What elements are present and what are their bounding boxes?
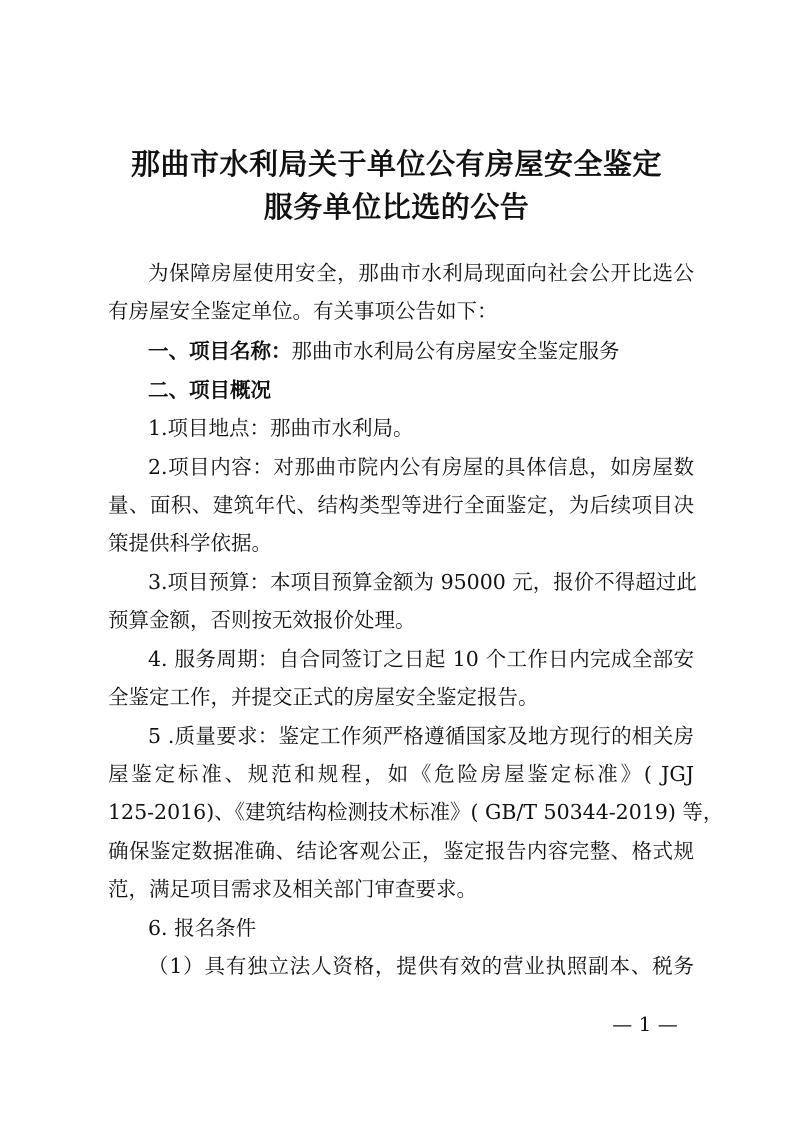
document-title-line-2: 服务单位比选的公告 — [263, 190, 530, 224]
item-2-line-2: 量、面积、建筑年代、结构类型等进行全面鉴定，为后续项目决 — [108, 493, 694, 517]
item-6-heading: 6. 报名条件 — [148, 916, 257, 940]
page-number: — 1 — — [612, 1012, 678, 1036]
item-2-line-1: 2.项目内容：对那曲市院内公有房屋的具体信息，如房屋数 — [148, 455, 694, 479]
item-3-line-1: 3.项目预算：本项目预算金额为 95000 元，报价不得超过此 — [148, 570, 697, 594]
section-1-value: 那曲市水利局公有房屋安全鉴定服务 — [291, 339, 620, 363]
intro-paragraph-line-1: 为保障房屋使用安全，那曲市水利局现面向社会公开比选公 — [148, 261, 694, 285]
section-2-heading: 二、项目概况 — [148, 378, 271, 402]
item-3-line-2: 预算金额，否则按无效报价处理。 — [108, 608, 416, 632]
item-4-line-1: 4. 服务周期：自合同签订之日起 10 个工作日内完成全部安 — [148, 647, 694, 671]
item-5-line-4: 确保鉴定数据准确、结论客观公正，鉴定报告内容完整、格式规 — [108, 839, 694, 863]
item-5-line-3: 125-2016)、《建筑结构检测技术标准》( GB/T 50344-2019) 等， — [108, 800, 724, 824]
item-1-location: 1.项目地点：那曲市水利局。 — [148, 416, 414, 440]
section-1-heading: 一、项目名称： — [148, 339, 292, 363]
item-2-line-3: 策提供科学依据。 — [108, 531, 272, 555]
item-5-line-1: 5 .质量要求：鉴定工作须严格遵循国家及地方现行的相关房 — [148, 724, 694, 748]
section-1-line — [148, 337, 694, 365]
item-4-line-2: 全鉴定工作，并提交正式的房屋安全鉴定报告。 — [108, 685, 539, 709]
document-title-line-1: 那曲市水利局关于单位公有房屋安全鉴定 — [130, 147, 662, 181]
item-6-condition-1: （1）具有独立法人资格，提供有效的营业执照副本、税务 — [148, 954, 694, 978]
item-5-line-2: 屋鉴定标准、规范和规程，如《危险房屋鉴定标准》( JGJ — [108, 762, 694, 786]
intro-paragraph-line-2: 有房屋安全鉴定单位。有关事项公告如下： — [108, 299, 498, 323]
item-5-line-5: 范，满足项目需求及相关部门审查要求。 — [108, 877, 477, 901]
